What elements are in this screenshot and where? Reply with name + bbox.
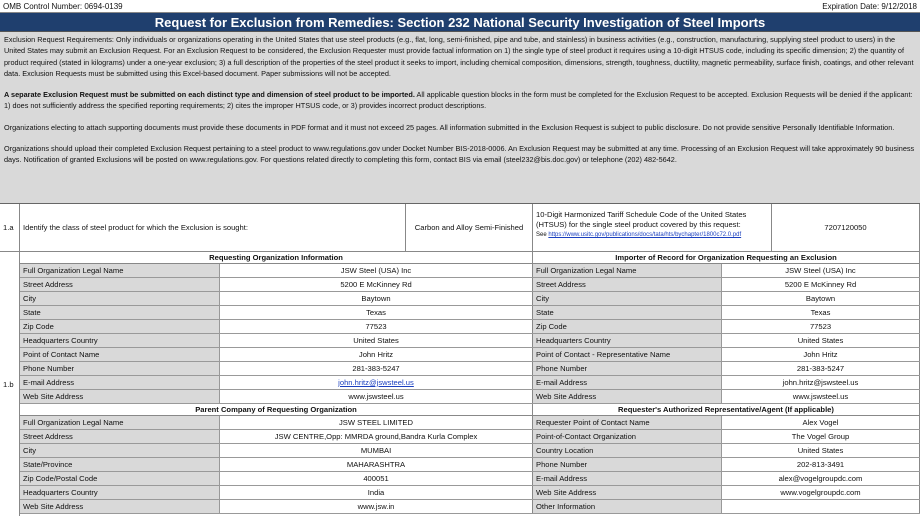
table-row: [20, 348, 533, 362]
field-value[interactable]: Texas: [220, 306, 533, 319]
instructions-block: [0, 32, 920, 204]
field-label: State/Province: [20, 458, 220, 471]
field-label: Phone Number: [20, 362, 220, 375]
field-label: Phone Number: [533, 458, 722, 471]
field-value[interactable]: Texas: [722, 306, 920, 319]
table-row: [533, 334, 920, 348]
field-label: Zip Code: [20, 320, 220, 333]
field-label: Web Site Address: [20, 500, 220, 513]
field-label: Headquarters Country: [20, 334, 220, 347]
field-value[interactable]: United States: [722, 444, 920, 457]
field-value[interactable]: 77523: [722, 320, 920, 333]
table-row: [533, 390, 920, 404]
field-value[interactable]: JSW Steel (USA) Inc: [220, 264, 533, 277]
field-value[interactable]: alex@vogelgroupdc.com: [722, 472, 920, 485]
instructions-text: All applicable question blocks in the form must be completed for the Exclusion Request to be accepted. Exclusion Requests will be denied if the applicant: 1) does not sufficiently address the specified reporting requirements; 2) cites the improper HTSUS code, or 3) provides incorrect product descriptions.: [4, 90, 913, 111]
field-label: City: [20, 444, 220, 457]
see-label: See: [536, 232, 547, 238]
table-row: [20, 306, 533, 320]
field-label: Full Organization Legal Name: [533, 264, 722, 277]
field-label: Street Address: [533, 278, 722, 291]
table-row: [20, 430, 533, 444]
field-label: Web Site Address: [533, 486, 722, 499]
field-label: Zip Code: [533, 320, 722, 333]
table-row: [20, 486, 533, 500]
table-row: [533, 278, 920, 292]
field-value[interactable]: India: [220, 486, 533, 499]
field-label: Full Organization Legal Name: [20, 264, 220, 277]
field-label: State: [20, 306, 220, 319]
field-label: Zip Code/Postal Code: [20, 472, 220, 485]
table-row: [533, 430, 920, 444]
field-value[interactable]: United States: [722, 334, 920, 347]
field-value[interactable]: 202-813-3491: [722, 458, 920, 471]
field-value[interactable]: 281-383-5247: [722, 362, 920, 375]
field-label: Requester Point of Contact Name: [533, 416, 722, 429]
instructions-paragraph-1: Exclusion Request Requirements: Only individuals or organizations operating in the United States that use steel products (e.g., flat, long, semi-finished, pipe and tube, and stainless) in business activities (e.g., construction, manufacturing, supplying steel product to users) in the United States may submit an Exclusion Request. For an Exclusion Request to be considered, the Exclusion Requester must provide factual information on 1) the single type of steel product it requires using a 10-digit HTSUS code, including its specific dimension; 2) the quantity of product required (stated in kilograms) under a one-year exclusion; 3) a full description of the properties of the steel product it seeks to import, including chemical composition, dimensions, strength, toughness, ductility, magnetic permeability, surface finish, coatings, and other relevant data. Exclusion Requests must be submitted using this Excel-based document. Paper submissions will not be accepted.: [4, 35, 914, 78]
instructions-paragraph-4: Organizations should upload their completed Exclusion Request pertaining to a steel product to www.regulations.gov under Docket Number BIS-2018-0006. An Exclusion Request may be submitted at any time. Processing of an Exclusion Request will take approximately 90 business days. Notification of granted Exclusions will be posted on www.regulations.gov. For questions related directly to completing this form, contact BIS via email (steel232@bis.doc.gov) or telephone (202) 482-5642.: [4, 144, 915, 165]
table-row: [533, 292, 920, 306]
field-label: Country Location: [533, 444, 722, 457]
field-label: Point-of-Contact Organization: [533, 430, 722, 443]
field-label: Web Site Address: [20, 390, 220, 403]
field-value[interactable]: John Hritz: [722, 348, 920, 361]
field-value[interactable]: JSW Steel (USA) Inc: [722, 264, 920, 277]
field-label: E-mail Address: [20, 376, 220, 389]
table-row: [533, 306, 920, 320]
field-value[interactable]: www.jswsteel.us: [722, 390, 920, 403]
field-label: Other Information: [533, 500, 722, 513]
field-label: Street Address: [20, 278, 220, 291]
importer-heading: Importer of Record for Organization Requesting an Exclusion: [533, 252, 920, 264]
table-row: [20, 362, 533, 376]
field-label: Headquarters Country: [533, 334, 722, 347]
top-bar: [0, 0, 920, 13]
field-label: Point of Contact - Representative Name: [533, 348, 722, 361]
field-label: Phone Number: [533, 362, 722, 375]
table-row: [20, 416, 533, 430]
table-row: [20, 292, 533, 306]
steel-class-question: Identify the class of steel product for which the Exclusion is sought:: [20, 204, 406, 252]
table-row: [20, 320, 533, 334]
field-value[interactable]: 400051: [220, 472, 533, 485]
parent-company-heading: Parent Company of Requesting Organization: [20, 404, 533, 416]
table-row: [533, 458, 920, 472]
field-value[interactable]: [722, 500, 920, 513]
field-value[interactable]: www.vogelgroupdc.com: [722, 486, 920, 499]
table-row: [533, 376, 920, 390]
field-value[interactable]: JSW CENTRE,Opp: MMRDA ground,Bandra Kurla Complex: [220, 430, 533, 443]
field-value[interactable]: MAHARASHTRA: [220, 458, 533, 471]
field-label: E-mail Address: [533, 376, 722, 389]
field-value[interactable]: MUMBAI: [220, 444, 533, 457]
right-column: [533, 252, 920, 516]
field-label: Full Organization Legal Name: [20, 416, 220, 429]
hts-reference-link[interactable]: https://www.usitc.gov/publications/docs/tata/hts/bychapter/1800c72.0.pdf: [548, 232, 742, 238]
table-row: [20, 444, 533, 458]
field-label: Point of Contact Name: [20, 348, 220, 361]
field-value[interactable]: Alex Vogel: [722, 416, 920, 429]
field-label: City: [20, 292, 220, 305]
hts-code-question: [533, 204, 772, 252]
hts-code-value[interactable]: 7207120050: [772, 204, 920, 252]
instructions-paragraph-2: [4, 89, 916, 112]
field-label: State: [533, 306, 722, 319]
field-value[interactable]: john.hritz@jswsteel.us: [722, 376, 920, 389]
field-value[interactable]: John Hritz: [220, 348, 533, 361]
table-row: [20, 500, 533, 514]
field-label: E-mail Address: [533, 472, 722, 485]
field-value[interactable]: 5200 E McKinney Rd: [220, 278, 533, 291]
table-row: [20, 334, 533, 348]
field-label: Street Address: [20, 430, 220, 443]
field-value[interactable]: john.hritz@jswsteel.us: [220, 376, 533, 389]
field-value[interactable]: www.jsw.in: [220, 500, 533, 513]
agent-heading: Requester's Authorized Representative/Agent (If applicable): [533, 404, 920, 416]
instructions-bold-text: A separate Exclusion Request must be submitted on each distinct type and dimension of steel product to be imported.: [4, 90, 415, 100]
page-title: Request for Exclusion from Remedies: Section 232 National Security Investigation of Steel Imports: [0, 13, 920, 32]
table-row: [533, 472, 920, 486]
field-value[interactable]: www.jswsteel.us: [220, 390, 533, 403]
table-row: [533, 362, 920, 376]
table-row: [533, 320, 920, 334]
field-value[interactable]: JSW STEEL LIMITED: [220, 416, 533, 429]
field-value[interactable]: 5200 E McKinney Rd: [722, 278, 920, 291]
table-row: [533, 416, 920, 430]
table-row: [20, 472, 533, 486]
hts-code-question-text: 10-Digit Harmonized Tariff Schedule Code of the United States (HTSUS) for the single steel product covered by this request:: [536, 210, 747, 229]
field-value[interactable]: 281-383-5247: [220, 362, 533, 375]
omb-control-number: OMB Control Number: 0694-0139: [3, 2, 123, 11]
field-value[interactable]: Baytown: [220, 292, 533, 305]
left-column: [20, 252, 533, 516]
hts-reference: [536, 230, 768, 240]
table-row: [20, 390, 533, 404]
table-row: [20, 278, 533, 292]
field-label: Headquarters Country: [20, 486, 220, 499]
table-row: [533, 500, 920, 514]
table-row: [20, 376, 533, 390]
field-value[interactable]: United States: [220, 334, 533, 347]
table-row: [533, 348, 920, 362]
field-value[interactable]: The Vogel Group: [722, 430, 920, 443]
question-number-1a: 1.a: [0, 204, 20, 252]
requesting-org-heading: Requesting Organization Information: [20, 252, 533, 264]
field-value[interactable]: 77523: [220, 320, 533, 333]
field-label: Web Site Address: [533, 390, 722, 403]
table-row: [533, 486, 920, 500]
table-row: [20, 458, 533, 472]
table-row: [533, 444, 920, 458]
field-value[interactable]: Baytown: [722, 292, 920, 305]
table-row: [533, 264, 920, 278]
steel-class-answer[interactable]: Carbon and Alloy Semi-Finished: [406, 204, 533, 252]
field-label: City: [533, 292, 722, 305]
question-number-1b: 1.b: [0, 252, 20, 516]
table-row: [20, 264, 533, 278]
expiration-date: Expiration Date: 9/12/2018: [822, 2, 917, 11]
instructions-paragraph-3: Organizations electing to attach supporting documents must provide these documents in PDF format and it must not exceed 25 pages. All information submitted in the Exclusion Request is subject to public disclosure. Do not provide sensitive Personally Identifiable Information.: [4, 122, 895, 132]
